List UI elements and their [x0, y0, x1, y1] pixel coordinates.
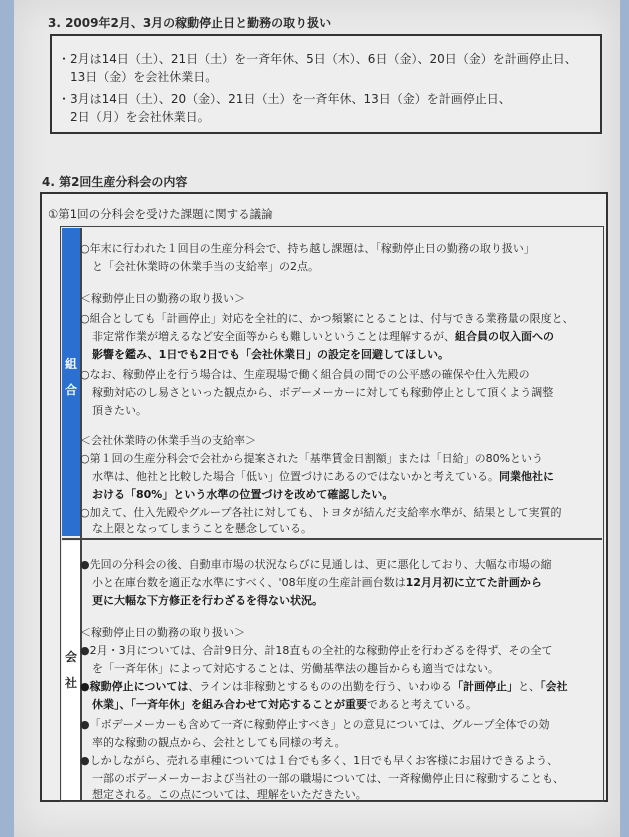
company-p3-text: であると考えている。 [367, 698, 477, 711]
union-p3-line: ○なお、稼動停止を行う場合は、生産現場で働く組合員の間での公平感の確保や仕入先殿の [80, 368, 530, 381]
union-p3-line: 稼動対応のし易さといった観点から、ボデーメーカーに対しても稼動停止として頂くよう調整 [92, 386, 554, 399]
union-p4-line: おける「80%」という水準の位置づけを改めて確認したい。 [92, 488, 394, 501]
s3-line: 13日（金）を会社休業日。 [70, 70, 218, 84]
company-p3-bold: 休業」、「一斉年休」を組み合わせて対応することが重要 [92, 698, 367, 711]
section-4-subtitle: ①第1回の分科会を受けた課題に関する議論 [48, 207, 273, 221]
union-label-char: 合 [64, 383, 77, 397]
union-p1-line: ○年末に行われた１回目の生産分科会で、持ち越し課題は、「稼動停止日の勤務の取り扱い」 [80, 242, 535, 255]
union-p2-bold: 組合員の収入面への [455, 330, 554, 343]
union-p1-line: と「会社休業時の休業手当の支給率」の2点。 [92, 260, 319, 273]
company-heading-1: ＜稼動停止日の勤務の取り扱い＞ [80, 626, 245, 639]
union-p2-text: 非定常作業が増えるなど安全面等からも難しいということは理解するが、 [92, 330, 455, 343]
company-p5-line: 一部のボデーメーカーおよび当社の一部の職場については、一斉稼働停止日に稼動することも、 [92, 772, 565, 785]
company-p1-line: 更に大幅な下方修正を行わざるを得ない状況。 [92, 594, 323, 607]
company-p2-line: ●2月・3月については、合計9日分、計18直もの全社的な稼動停止を行わざるを得ず、その全て [80, 644, 553, 657]
union-p5-line: ○加えて、仕入先殿やグループ各社に対しても、トヨタが結んだ支給率水準が、結果として実質的 [80, 506, 562, 519]
union-label-char: 組 [64, 357, 77, 371]
company-p1-line [92, 574, 542, 590]
section-4-heading: 4. 第2回生産分科会の内容 [42, 175, 188, 189]
company-p3-line [92, 696, 477, 712]
row-divider [62, 538, 602, 540]
company-p4-line: ●「ボデーメーカーも含めて一斉に稼動停止すべき」との意見については、グループ全体での効 [80, 718, 550, 731]
s3-line: ・3月は14日（土）、20（金）、21日（土）を一斉年休、13日（金）を計画停止日、 [58, 92, 511, 106]
union-p4-bold: 同業他社に [499, 470, 554, 483]
union-heading-2: ＜会社休業時の休業手当の支給率＞ [80, 434, 256, 447]
union-p3-line: 頂きたい。 [92, 404, 147, 417]
company-p1-line: ●先回の分科会の後、自動車市場の状況ならびに見通しは、更に悪化しており、大幅な市場の縮 [80, 558, 552, 571]
union-p4-text: 水準は、他社と比較した場合「低い」位置づけにあるのではないかと考えている。 [92, 470, 499, 483]
company-p3-bold: ●稼動停止については [80, 680, 189, 693]
company-label-char: 会 [64, 650, 77, 664]
section-3-box [50, 34, 602, 134]
company-label [62, 648, 80, 692]
union-label [62, 355, 80, 399]
company-p1-text: 小と在庫台数を適正な水準にすべく、'08年度の生産計画台数は [92, 576, 406, 589]
company-p3-text: 、ラインは非稼動とするものの出勤を行う、いわゆる [188, 680, 453, 693]
company-p3-bold: 「会社 [540, 680, 568, 693]
union-heading-1: ＜稼動停止日の勤務の取り扱い＞ [80, 292, 245, 305]
s3-line: ・2月は14日（土）、21日（土）を一斉年休、5日（木）、6日（金）、20日（金）を計画停止日、 [58, 52, 577, 66]
section-3-heading: 3. 2009年2月、3月の稼動停止日と勤務の取り扱い [48, 16, 332, 30]
company-p3-line [80, 678, 568, 694]
s3-line: 2日（月）を会社休業日。 [70, 110, 210, 124]
company-label-char: 社 [64, 676, 77, 690]
company-p4-line: 率的な稼動の観点から、会社としても同様の考え。 [92, 736, 346, 749]
union-p4-line: ○第１回の生産分科会で会社から提案された「基準賃金日割額」または「日給」の80%という [80, 452, 544, 465]
union-p4-line [92, 468, 554, 484]
company-p3-bold: 「計画停止」 [452, 680, 519, 693]
union-p2-line: ○組合としても「計画停止」対応を全社的に、かつ頻繁にとることは、付与できる業務量の限度と、 [80, 312, 574, 325]
union-p2-line: 影響を鑑み、1日でも2日でも「会社休業日」の設定を回避してほしい。 [92, 348, 449, 361]
company-p2-line: を「一斉年休」によって対応することは、労働基準法の趣旨からも適当ではない。 [92, 662, 499, 675]
union-p5-line: な上限となってしまうことを懸念している。 [92, 522, 312, 535]
union-p2-line [92, 328, 554, 344]
company-p3-text: と、 [518, 680, 541, 693]
company-p5-line: 想定される。この点については、理解をいただきたい。 [92, 788, 367, 801]
company-p5-line: ●しかしながら、売れる車種については１台でも多く、1日でも早くお客様にお届けできるよう、 [80, 754, 559, 767]
company-p1-bold: 12月月初に立てた計画から [405, 576, 542, 589]
